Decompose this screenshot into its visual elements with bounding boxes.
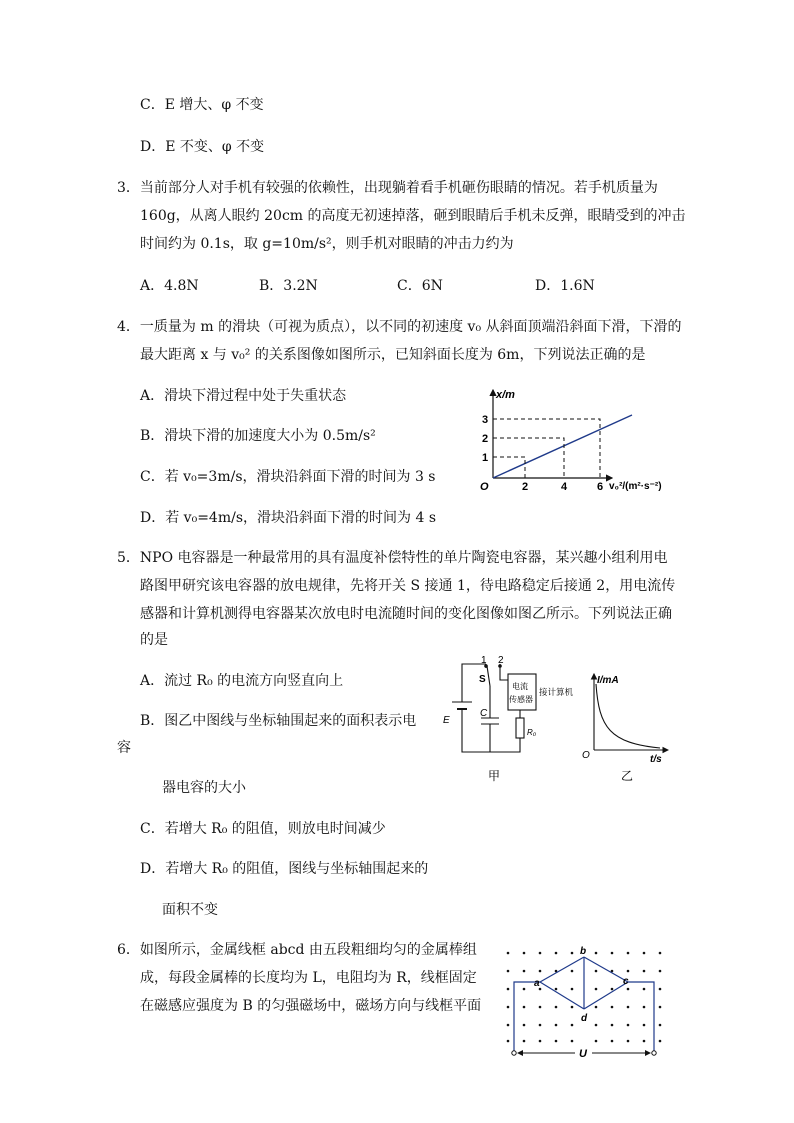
field-dot [643,1040,646,1043]
field-dot [659,952,662,955]
field-dot [643,1024,646,1027]
q5-node1-label: 1 [481,655,487,666]
q5-emf-label: E [443,715,450,726]
q5-stem-line2: 路图甲研究该电容器的放电规律，先将开关 S 接通 1，待电路稳定后接通 2，用电流传 [140,578,676,594]
field-dot [611,952,614,955]
field-dot [627,1006,630,1009]
field-dot [523,970,526,973]
field-dot [507,952,510,955]
field-dot [659,1040,662,1043]
field-dot [555,952,558,955]
field-dot [555,1040,558,1043]
q5-current-time-graph [580,668,672,784]
q4-x-label: v₀²/(m²·s⁻²) [609,481,662,492]
q4-data-line [493,415,632,478]
field-dot [555,988,558,991]
q4-option-a: A．滑块下滑过程中处于失重状态 [140,388,347,404]
q6-bar-da [540,982,584,1009]
field-dot [507,1024,510,1027]
field-dot [643,970,646,973]
q4-option-c: C．若 v₀=3m/s，滑块沿斜面下滑的时间为 3 s [140,469,436,485]
field-dot [611,988,614,991]
q4-stem-line1: 4．一质量为 m 的滑块（可视为质点），以不同的初速度 v₀ 从斜面顶端沿斜面下滑，下滑的 [117,319,682,335]
field-dot [507,988,510,991]
q4-y-label: x/m [496,389,515,401]
q3-stem-line1: 3．当前部分人对手机有较强的依赖性，出现躺着看手机砸伤眼睛的情况。若手机质量为 [117,180,658,196]
q6-lead-left [514,982,540,1053]
field-dot [571,1006,574,1009]
field-dot [627,988,630,991]
field-dot [627,1024,630,1027]
q4-y-tick-2: 2 [482,433,489,445]
field-dot [611,1006,614,1009]
q6-label-b: b [580,946,587,957]
q3-option-a: A．4.8N [140,278,199,294]
q4-y-tick-1: 1 [482,452,489,464]
field-dot [539,1006,542,1009]
field-dot [507,1040,510,1043]
field-dot [659,1006,662,1009]
q6-frame-in-field-figure [500,945,670,1063]
q6-stem-line2: 成，每段金属棒的长度均为 L，电阻均为 R，线框固定 [140,970,477,986]
field-dot [595,1040,598,1043]
q5-current-sensor [508,674,536,710]
q4-dashed-guides [493,419,600,478]
field-dot [507,1006,510,1009]
q4-option-b: B．滑块下滑的加速度大小为 0.5m/s² [140,428,376,444]
q6-lead-right [628,982,654,1053]
q5-circuit-diagram [438,652,586,784]
q5-decay-curve [596,684,660,748]
q5-option-a: A．流过 R₀ 的电流方向竖直向上 [140,673,344,689]
q4-option-d: D．若 v₀=4m/s，滑块沿斜面下滑的时间为 4 s [140,510,437,526]
q6-terminal-right [652,1051,656,1055]
q5-graph-origin: O [582,750,590,761]
q5-resistor-r0 [516,718,524,738]
q5-stem-line3: 感器和计算机测得电容器某次放电时电流随时间的变化图像如图乙所示。下列说法正确 [140,606,672,622]
q5-option-d-line2: 面积不变 [162,902,218,918]
q4-y-tick-3: 3 [482,414,489,426]
field-dot [523,952,526,955]
q4-origin: O [480,481,489,493]
q6-bar-cd [584,982,628,1009]
q3-option-d: D．1.6N [535,278,595,294]
q5-computer-label: 接计算机 [539,687,574,697]
field-dot [507,970,510,973]
q5-caption-jia: 甲 [488,769,501,783]
field-dot [659,988,662,991]
q6-label-d: d [581,1013,588,1024]
q5-graph-y-label: I/mA [597,675,619,686]
field-dot [571,970,574,973]
q5-option-b-line1: B．图乙中图线与坐标轴围起来的面积表示电 [140,713,417,729]
field-dot [539,1040,542,1043]
field-dot [643,988,646,991]
q6-stem-line3: 在磁感应强度为 B 的匀强磁场中，磁场方向与线框平面 [140,998,482,1014]
q4-x-tick-6: 6 [597,481,604,493]
field-dot [523,1024,526,1027]
field-dot [627,1040,630,1043]
field-dot [555,1024,558,1027]
q5-r0-label: R₀ [527,728,537,737]
q5-sensor-text2: 传感器 [509,695,533,704]
q6-terminal-left [512,1051,516,1055]
q5-wire-bottom [462,709,520,752]
q3-option-b: B．3.2N [259,278,318,294]
field-dot [595,1006,598,1009]
field-dot [539,970,542,973]
q6-label-u: U [579,1048,587,1060]
field-dot [571,988,574,991]
q3-option-c: C．6N [397,278,443,294]
field-dot [643,952,646,955]
q5-node2-label: 2 [498,655,504,666]
field-dot [611,1024,614,1027]
field-dot [659,970,662,973]
field-dot [523,988,526,991]
q5-switch-label: S [479,674,486,685]
q5-graph-x-label: t/s [650,754,662,765]
q5-caption-yi: 乙 [621,769,634,783]
q5-option-c: C．若增大 R₀ 的阻值，则放电时间减少 [140,821,386,837]
q4-x-tick-4: 4 [561,481,568,493]
q2-option-d: D．E 不变、φ 不变 [140,139,265,155]
field-dot [539,1024,542,1027]
field-dot [627,952,630,955]
field-dot [523,1006,526,1009]
q3-stem-line2: 160g，从离人眼约 20cm 的高度无初速掉落，砸到眼睛后手机未反弹，眼睛受到的冲击 [140,208,686,224]
q5-stem-line4: 的是 [140,632,168,648]
q6-label-a: a [534,978,540,989]
q5-switch-blade [487,666,490,686]
field-dot [571,952,574,955]
field-dot [555,1006,558,1009]
q6-label-c: c [623,976,629,987]
field-dot [595,970,598,973]
q4-x-v0sq-graph [470,382,680,497]
q6-bar-bc [584,957,628,982]
q5-option-b-line3: 器电容的大小 [162,780,246,796]
field-dot [571,1040,574,1043]
field-dot [539,952,542,955]
q5-option-d-line1: D．若增大 R₀ 的阻值，图线与坐标轴围起来的 [140,861,429,877]
q5-stem-line1: 5．NPO 电容器是一种最常用的具有温度补偿特性的单片陶瓷电容器，某兴趣小组利用电 [117,550,668,566]
field-dot [595,988,598,991]
q2-option-c: C．E 增大、φ 不变 [140,97,264,113]
q5-option-b-line2: 容 [117,740,131,756]
q4-stem-line2: 最大距离 x 与 v₀² 的关系图像如图所示，已知斜面长度为 6m，下列说法正确的是 [140,347,646,363]
q5-sensor-text1: 电流 [512,682,528,691]
field-dot [595,1024,598,1027]
q4-x-tick-2: 2 [522,481,529,493]
field-dot [571,1024,574,1027]
q3-stem-line3: 时间约为 0.1s，取 g=10m/s²，则手机对眼睛的冲击力约为 [140,236,514,252]
q6-bar-ab [540,957,584,982]
q5-cap-label: C [480,708,488,719]
field-dot [595,952,598,955]
field-dot [659,1024,662,1027]
field-dot [627,970,630,973]
field-dot [611,1040,614,1043]
q6-stem-line1: 6．如图所示，金属线框 abcd 由五段粗细均匀的金属棒组 [117,942,477,958]
field-dot [523,1040,526,1043]
field-dot [643,1006,646,1009]
